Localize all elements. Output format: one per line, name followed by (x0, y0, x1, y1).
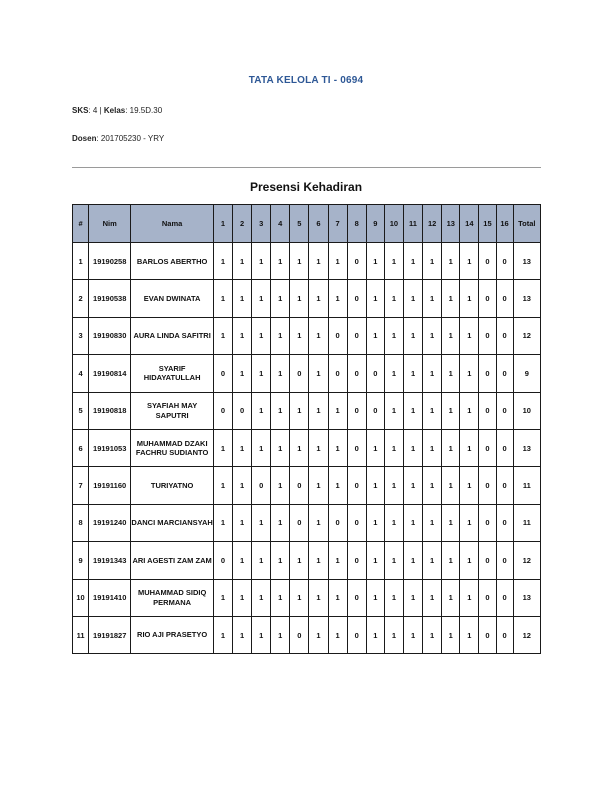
col-header-session: 15 (479, 205, 496, 243)
total-cell: 13 (513, 280, 540, 317)
attendance-cell: 1 (442, 392, 460, 429)
attendance-cell: 0 (479, 504, 496, 541)
attendance-cell: 1 (423, 243, 442, 280)
col-header-session: 3 (252, 205, 271, 243)
attendance-cell: 0 (479, 616, 496, 653)
dosen-value: : 201705230 - YRY (96, 134, 165, 143)
attendance-cell: 1 (460, 579, 479, 616)
attendance-cell: 0 (347, 355, 366, 392)
attendance-cell: 0 (479, 280, 496, 317)
total-cell: 13 (513, 579, 540, 616)
lecturer-info (72, 134, 164, 143)
attendance-cell: 1 (309, 280, 328, 317)
attendance-cell: 0 (290, 467, 309, 504)
sks-label: SKS (72, 106, 89, 115)
attendance-cell: 0 (347, 579, 366, 616)
attendance-cell: 1 (271, 467, 290, 504)
student-name-cell: TURIYATNO (131, 467, 214, 504)
attendance-cell: 0 (328, 504, 347, 541)
attendance-cell: 1 (252, 504, 271, 541)
attendance-cell: 1 (423, 504, 442, 541)
attendance-cell: 0 (213, 392, 232, 429)
student-name-cell: SYARIF HIDAYATULLAH (131, 355, 214, 392)
attendance-cell: 0 (479, 317, 496, 354)
attendance-cell: 1 (403, 616, 422, 653)
attendance-cell: 0 (347, 504, 366, 541)
attendance-cell: 1 (366, 542, 384, 579)
attendance-cell: 1 (460, 467, 479, 504)
total-cell: 11 (513, 467, 540, 504)
attendance-cell: 1 (309, 504, 328, 541)
row-number-cell: 8 (73, 504, 89, 541)
attendance-cell: 1 (290, 243, 309, 280)
nim-cell: 19191240 (89, 504, 131, 541)
attendance-cell: 1 (442, 504, 460, 541)
attendance-cell: 1 (271, 429, 290, 466)
divider (72, 167, 541, 168)
student-name-cell: SYAFIAH MAY SAPUTRI (131, 392, 214, 429)
kelas-label: Kelas (103, 106, 126, 115)
attendance-cell: 1 (252, 355, 271, 392)
col-header-session: 8 (347, 205, 366, 243)
nim-cell: 19190258 (89, 243, 131, 280)
attendance-cell: 1 (309, 429, 328, 466)
table-row (73, 616, 541, 653)
attendance-cell: 1 (403, 504, 422, 541)
attendance-cell: 1 (252, 243, 271, 280)
attendance-cell: 0 (479, 467, 496, 504)
table-row (73, 392, 541, 429)
attendance-cell: 1 (423, 355, 442, 392)
attendance-cell: 1 (442, 542, 460, 579)
table-body (73, 243, 541, 654)
attendance-cell: 1 (213, 317, 232, 354)
attendance-cell: 1 (328, 579, 347, 616)
attendance-cell: 0 (496, 317, 513, 354)
col-header-session: 14 (460, 205, 479, 243)
student-name-cell: MUHAMMAD SIDIQ PERMANA (131, 579, 214, 616)
attendance-cell: 0 (479, 542, 496, 579)
attendance-cell: 1 (309, 392, 328, 429)
attendance-cell: 1 (384, 280, 403, 317)
attendance-cell: 1 (232, 542, 251, 579)
total-cell: 13 (513, 243, 540, 280)
section-title: Presensi Kehadiran (249, 180, 363, 194)
col-header-session: 9 (366, 205, 384, 243)
attendance-cell: 1 (271, 392, 290, 429)
table-row (73, 579, 541, 616)
student-name-cell: ARI AGESTI ZAM ZAM (131, 542, 214, 579)
attendance-cell: 0 (347, 317, 366, 354)
attendance-cell: 1 (384, 504, 403, 541)
attendance-cell: 1 (460, 317, 479, 354)
attendance-cell: 1 (213, 467, 232, 504)
attendance-cell: 1 (384, 542, 403, 579)
attendance-cell: 0 (252, 467, 271, 504)
attendance-cell: 1 (366, 243, 384, 280)
row-number-cell: 5 (73, 392, 89, 429)
attendance-cell: 1 (328, 243, 347, 280)
col-header-no: # (73, 205, 89, 243)
attendance-cell: 1 (309, 243, 328, 280)
attendance-cell: 1 (309, 616, 328, 653)
attendance-cell: 1 (460, 616, 479, 653)
attendance-cell: 0 (328, 355, 347, 392)
attendance-cell: 1 (460, 243, 479, 280)
student-name-cell: RIO AJI PRASETYO (131, 616, 214, 653)
attendance-cell: 0 (290, 504, 309, 541)
attendance-cell: 0 (290, 355, 309, 392)
attendance-cell: 1 (403, 280, 422, 317)
attendance-cell: 1 (232, 243, 251, 280)
attendance-cell: 0 (366, 392, 384, 429)
attendance-cell: 1 (232, 616, 251, 653)
attendance-cell: 0 (479, 392, 496, 429)
col-header-session: 11 (403, 205, 422, 243)
attendance-cell: 1 (213, 504, 232, 541)
nim-cell: 19190818 (89, 392, 131, 429)
attendance-cell: 1 (384, 429, 403, 466)
col-header-session: 7 (328, 205, 347, 243)
table-row (73, 542, 541, 579)
attendance-cell: 1 (366, 429, 384, 466)
attendance-cell: 0 (496, 429, 513, 466)
attendance-cell: 1 (309, 467, 328, 504)
table-header-row (73, 205, 541, 243)
student-name-cell: AURA LINDA SAFITRI (131, 317, 214, 354)
attendance-cell: 1 (403, 579, 422, 616)
table-row (73, 429, 541, 466)
attendance-cell: 1 (403, 542, 422, 579)
attendance-cell: 1 (442, 579, 460, 616)
attendance-cell: 0 (496, 355, 513, 392)
col-header-nim: Nim (89, 205, 131, 243)
attendance-cell: 1 (366, 579, 384, 616)
attendance-cell: 1 (271, 504, 290, 541)
attendance-cell: 1 (384, 243, 403, 280)
attendance-cell: 0 (496, 392, 513, 429)
attendance-cell: 1 (232, 504, 251, 541)
attendance-cell: 1 (328, 429, 347, 466)
attendance-cell: 1 (290, 579, 309, 616)
attendance-cell: 1 (309, 579, 328, 616)
row-number-cell: 4 (73, 355, 89, 392)
attendance-cell: 1 (328, 467, 347, 504)
table-row (73, 243, 541, 280)
table-row (73, 280, 541, 317)
col-header-session: 10 (384, 205, 403, 243)
attendance-cell: 1 (460, 355, 479, 392)
student-name-cell: MUHAMMAD DZAKI FACHRU SUDIANTO (131, 429, 214, 466)
attendance-cell: 1 (460, 429, 479, 466)
attendance-cell: 1 (442, 429, 460, 466)
attendance-cell: 1 (232, 429, 251, 466)
attendance-cell: 0 (347, 280, 366, 317)
attendance-table (72, 204, 541, 654)
attendance-cell: 0 (213, 542, 232, 579)
attendance-cell: 1 (252, 579, 271, 616)
col-header-session: 4 (271, 205, 290, 243)
attendance-cell: 1 (460, 280, 479, 317)
attendance-cell: 1 (366, 467, 384, 504)
attendance-cell: 1 (384, 317, 403, 354)
attendance-cell: 1 (423, 467, 442, 504)
attendance-cell: 1 (423, 392, 442, 429)
col-header-session: 13 (442, 205, 460, 243)
attendance-cell: 1 (271, 243, 290, 280)
attendance-cell: 1 (252, 280, 271, 317)
attendance-cell: 1 (290, 429, 309, 466)
attendance-cell: 1 (460, 392, 479, 429)
attendance-cell: 1 (366, 616, 384, 653)
col-header-session: 12 (423, 205, 442, 243)
row-number-cell: 10 (73, 579, 89, 616)
attendance-cell: 1 (423, 542, 442, 579)
attendance-cell: 1 (460, 504, 479, 541)
attendance-cell: 1 (213, 579, 232, 616)
attendance-cell: 1 (384, 392, 403, 429)
attendance-cell: 0 (496, 467, 513, 504)
nim-cell: 19191053 (89, 429, 131, 466)
row-number-cell: 7 (73, 467, 89, 504)
attendance-cell: 1 (403, 392, 422, 429)
attendance-cell: 1 (366, 317, 384, 354)
attendance-cell: 1 (442, 355, 460, 392)
total-cell: 12 (513, 616, 540, 653)
attendance-cell: 1 (290, 392, 309, 429)
attendance-cell: 0 (479, 579, 496, 616)
attendance-cell: 1 (309, 355, 328, 392)
attendance-cell: 0 (290, 616, 309, 653)
attendance-cell: 1 (423, 616, 442, 653)
attendance-cell: 1 (271, 355, 290, 392)
attendance-cell: 1 (403, 467, 422, 504)
row-number-cell: 6 (73, 429, 89, 466)
attendance-cell: 1 (384, 579, 403, 616)
attendance-cell: 1 (271, 579, 290, 616)
attendance-cell: 1 (309, 542, 328, 579)
total-cell: 10 (513, 392, 540, 429)
attendance-cell: 0 (213, 355, 232, 392)
attendance-cell: 1 (271, 317, 290, 354)
attendance-cell: 0 (347, 429, 366, 466)
attendance-cell: 1 (423, 579, 442, 616)
attendance-cell: 1 (442, 317, 460, 354)
course-info (72, 106, 162, 115)
attendance-cell: 1 (403, 317, 422, 354)
attendance-cell: 1 (271, 542, 290, 579)
attendance-cell: 1 (213, 429, 232, 466)
attendance-cell: 1 (442, 280, 460, 317)
student-name-cell: DANCI MARCIANSYAH (131, 504, 214, 541)
nim-cell: 19190814 (89, 355, 131, 392)
row-number-cell: 3 (73, 317, 89, 354)
student-name-cell: BARLOS ABERTHO (131, 243, 214, 280)
attendance-cell: 1 (328, 616, 347, 653)
table-row (73, 317, 541, 354)
total-cell: 13 (513, 429, 540, 466)
nim-cell: 19190830 (89, 317, 131, 354)
col-header-session: 1 (213, 205, 232, 243)
attendance-cell: 0 (232, 392, 251, 429)
attendance-cell: 1 (384, 467, 403, 504)
col-header-name: Nama (131, 205, 214, 243)
attendance-cell: 1 (290, 317, 309, 354)
attendance-cell: 0 (479, 355, 496, 392)
student-name-cell: EVAN DWINATA (131, 280, 214, 317)
attendance-cell: 1 (403, 355, 422, 392)
dosen-label: Dosen (72, 134, 97, 143)
attendance-cell: 1 (232, 579, 251, 616)
attendance-cell: 0 (347, 467, 366, 504)
attendance-cell: 1 (252, 616, 271, 653)
row-number-cell: 2 (73, 280, 89, 317)
attendance-cell: 1 (366, 280, 384, 317)
attendance-cell: 0 (347, 392, 366, 429)
col-header-session: 2 (232, 205, 251, 243)
total-cell: 11 (513, 504, 540, 541)
attendance-cell: 1 (290, 542, 309, 579)
sks-value: : 4 | (88, 106, 104, 115)
attendance-cell: 0 (347, 243, 366, 280)
attendance-cell: 1 (442, 616, 460, 653)
attendance-cell: 0 (496, 579, 513, 616)
attendance-cell: 1 (232, 467, 251, 504)
attendance-cell: 1 (403, 243, 422, 280)
attendance-cell: 1 (252, 317, 271, 354)
col-header-session: 16 (496, 205, 513, 243)
attendance-cell: 1 (328, 280, 347, 317)
col-header-session: 5 (290, 205, 309, 243)
attendance-cell: 1 (213, 243, 232, 280)
row-number-cell: 9 (73, 542, 89, 579)
nim-cell: 19191343 (89, 542, 131, 579)
nim-cell: 19190538 (89, 280, 131, 317)
attendance-cell: 0 (328, 317, 347, 354)
attendance-cell: 1 (384, 355, 403, 392)
attendance-cell: 1 (290, 280, 309, 317)
attendance-cell: 0 (496, 504, 513, 541)
total-cell: 12 (513, 317, 540, 354)
attendance-cell: 1 (384, 616, 403, 653)
attendance-cell: 1 (442, 467, 460, 504)
attendance-cell: 1 (460, 542, 479, 579)
nim-cell: 19191827 (89, 616, 131, 653)
attendance-cell: 1 (252, 542, 271, 579)
kelas-value: : 19.5D.30 (125, 106, 163, 115)
nim-cell: 19191410 (89, 579, 131, 616)
attendance-cell: 0 (347, 542, 366, 579)
attendance-cell: 1 (366, 504, 384, 541)
attendance-cell: 1 (232, 280, 251, 317)
attendance-cell: 1 (442, 243, 460, 280)
document-title: TATA KELOLA TI - 0694 (248, 75, 364, 86)
attendance-cell: 1 (423, 317, 442, 354)
attendance-cell: 1 (328, 392, 347, 429)
attendance-cell: 1 (328, 542, 347, 579)
col-header-session: 6 (309, 205, 328, 243)
attendance-cell: 1 (213, 280, 232, 317)
attendance-cell: 0 (479, 429, 496, 466)
table-row (73, 355, 541, 392)
attendance-cell: 0 (496, 616, 513, 653)
attendance-cell: 1 (271, 616, 290, 653)
table-row (73, 504, 541, 541)
attendance-cell: 1 (309, 317, 328, 354)
attendance-cell: 0 (366, 355, 384, 392)
attendance-cell: 1 (232, 355, 251, 392)
attendance-cell: 1 (252, 429, 271, 466)
attendance-cell: 0 (496, 280, 513, 317)
total-cell: 9 (513, 355, 540, 392)
col-header-total: Total (513, 205, 540, 243)
table-row (73, 467, 541, 504)
attendance-cell: 0 (496, 542, 513, 579)
nim-cell: 19191160 (89, 467, 131, 504)
attendance-cell: 1 (252, 392, 271, 429)
attendance-cell: 1 (271, 280, 290, 317)
attendance-cell: 0 (496, 243, 513, 280)
attendance-cell: 1 (403, 429, 422, 466)
attendance-cell: 0 (479, 243, 496, 280)
row-number-cell: 11 (73, 616, 89, 653)
total-cell: 12 (513, 542, 540, 579)
attendance-cell: 0 (347, 616, 366, 653)
row-number-cell: 1 (73, 243, 89, 280)
attendance-cell: 1 (423, 429, 442, 466)
attendance-cell: 1 (423, 280, 442, 317)
attendance-cell: 1 (232, 317, 251, 354)
attendance-cell: 1 (213, 616, 232, 653)
